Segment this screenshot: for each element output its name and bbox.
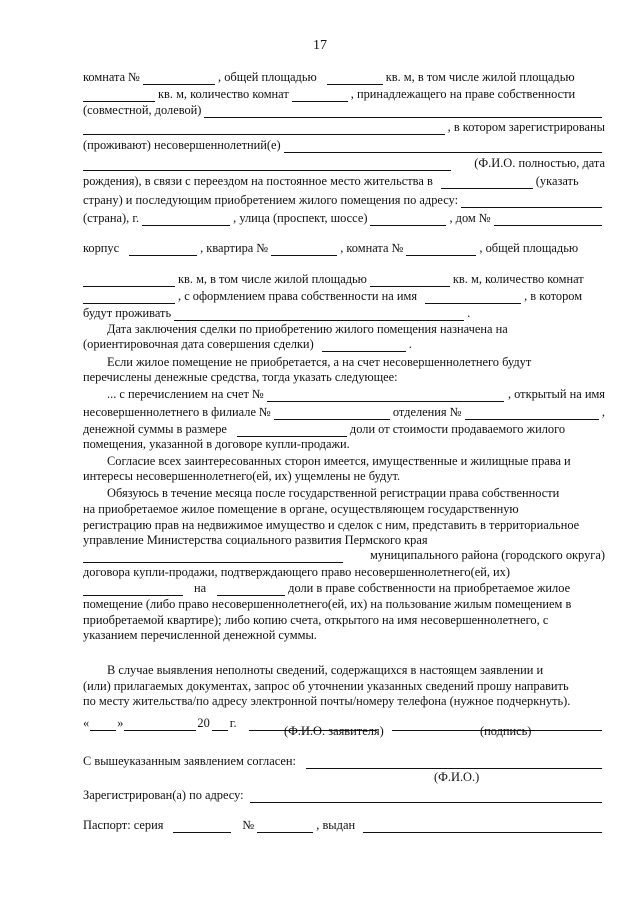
blank-field[interactable] bbox=[461, 195, 602, 208]
text-line bbox=[83, 679, 605, 694]
text-line bbox=[83, 193, 605, 208]
text-line bbox=[83, 272, 605, 287]
text-line bbox=[83, 486, 605, 501]
text-line bbox=[83, 138, 605, 153]
text-line bbox=[83, 355, 605, 370]
blank-field[interactable] bbox=[174, 308, 464, 321]
blank-field[interactable] bbox=[406, 243, 476, 256]
text-line bbox=[83, 87, 605, 102]
text-segment: интересы несовершеннолетнего(ей, их) ущемлены не будут. bbox=[83, 469, 401, 483]
text-line bbox=[83, 241, 605, 256]
text-segment: доли от стоимости продаваемого жилого bbox=[349, 422, 566, 436]
text-line bbox=[83, 754, 605, 769]
blank-field[interactable] bbox=[83, 291, 175, 304]
month-field[interactable] bbox=[124, 718, 196, 731]
text-segment: , в котором зарегистрированы bbox=[447, 120, 605, 134]
page-number: 17 bbox=[313, 38, 327, 53]
text-segment: Дата заключения сделки по приобретению жилого помещения назначена на bbox=[107, 322, 508, 336]
blank-field[interactable] bbox=[327, 72, 383, 85]
text-segment: (указать bbox=[535, 174, 579, 188]
year-field[interactable] bbox=[212, 718, 228, 731]
text-segment: доли в праве собственности на приобретаемое жилое bbox=[288, 581, 571, 595]
text-segment: регистрацию прав на недвижимое имущество и сделок с ним, представить в территориальное bbox=[83, 518, 580, 532]
blank-field[interactable] bbox=[322, 339, 406, 352]
text-segment: (совместной, долевой) bbox=[83, 103, 202, 117]
text-segment: (или) прилагаемых документах, запрос об уточнении указанных сведений прошу направить bbox=[83, 679, 569, 693]
text-segment: , в котором bbox=[524, 289, 583, 303]
text-line bbox=[83, 322, 605, 337]
blank-field[interactable] bbox=[292, 89, 348, 102]
text-segment: кв. м, количество комнат bbox=[452, 272, 584, 286]
text-line bbox=[83, 533, 605, 548]
text-line bbox=[83, 694, 605, 709]
blank-field[interactable] bbox=[142, 213, 230, 226]
text-line bbox=[83, 103, 605, 118]
text-segment: (страна), г. bbox=[83, 211, 140, 225]
text-segment: на приобретаемое жилое помещение в органе, осуществляющем государственную bbox=[83, 502, 519, 516]
text-segment: , улица (проспект, шоссе) bbox=[233, 211, 368, 225]
text-segment: Если жилое помещение не приобретается, а на счет несовершеннолетнего будут bbox=[107, 355, 532, 369]
text-line bbox=[83, 613, 605, 628]
text-segment: отделения № bbox=[392, 405, 462, 419]
text-line bbox=[83, 663, 605, 678]
text-line bbox=[83, 120, 605, 135]
text-segment: , дом № bbox=[449, 211, 491, 225]
text-line bbox=[83, 289, 605, 304]
text-segment: кв. м, в том числе жилой площадью bbox=[385, 70, 575, 84]
text-segment: управление Министерства социального развития Пермского края bbox=[83, 533, 428, 547]
blank-field[interactable] bbox=[83, 89, 155, 102]
text-segment: (Ф.И.О. полностью, дата bbox=[474, 156, 605, 170]
blank-field[interactable] bbox=[284, 140, 602, 153]
text-segment: помещения, указанной в договоре купли-продажи. bbox=[83, 437, 350, 451]
blank-field[interactable] bbox=[83, 274, 175, 287]
blank-field[interactable] bbox=[83, 158, 451, 171]
text-segment: Обязуюсь в течение месяца после государственной регистрации права собственности bbox=[107, 486, 560, 500]
text-line: несовершеннолетнего в филиале № отделения № , bbox=[83, 405, 605, 419]
blank-field[interactable] bbox=[83, 122, 445, 135]
blank-field[interactable] bbox=[494, 213, 602, 226]
text-line bbox=[83, 156, 605, 171]
text-segment: кв. м, в том числе жилой площадью bbox=[178, 272, 367, 286]
text-line: будут проживать . bbox=[83, 306, 471, 320]
text-segment: на bbox=[194, 581, 207, 595]
text-segment: (проживают) несовершеннолетний(е) bbox=[83, 138, 281, 152]
text-segment: , открытый на имя bbox=[507, 387, 605, 401]
text-segment: будут проживать bbox=[83, 306, 172, 320]
text-segment: рождения), в связи с переездом на постоянное место жительства в bbox=[83, 174, 433, 188]
text-segment: В случае выявления неполноты сведений, содержащихся в настоящем заявлении и bbox=[107, 663, 544, 677]
text-segment: , общей площадью bbox=[218, 70, 317, 84]
consent-name-field[interactable] bbox=[306, 756, 602, 769]
text-line bbox=[83, 370, 605, 385]
text-segment: по месту жительства/по адресу электронной почты/номеру телефона (нужное подчеркнуть). bbox=[83, 694, 571, 708]
text-line bbox=[83, 502, 605, 517]
text-line bbox=[83, 437, 605, 452]
text-segment: перечислены денежные средства, тогда указать следующее: bbox=[83, 370, 398, 384]
text-line bbox=[83, 454, 605, 469]
consent-name-caption: (Ф.И.О.) bbox=[434, 770, 480, 784]
text-segment: помещение (либо право несовершеннолетнего(ей, их) на пользование жилым помещением в bbox=[83, 597, 572, 611]
text-line bbox=[83, 565, 605, 580]
text-segment: Согласие всех заинтересованных сторон имеется, имущественные и жилищные права и bbox=[107, 454, 571, 468]
text-segment: договора купли-продажи, подтверждающего право несовершеннолетнего(ей, их) bbox=[83, 565, 511, 579]
text-segment: денежной суммы в размере bbox=[83, 422, 227, 436]
blank-field[interactable] bbox=[274, 407, 390, 420]
text-segment: , выдан bbox=[316, 818, 356, 832]
text-segment: С вышеуказанным заявлением согласен: bbox=[83, 754, 296, 768]
address-field[interactable] bbox=[250, 790, 602, 803]
text-segment: № bbox=[242, 818, 255, 832]
blank-field[interactable] bbox=[204, 105, 602, 118]
text-segment: , квартира № bbox=[200, 241, 269, 255]
text-segment: , с оформлением права собственности на имя bbox=[178, 289, 418, 303]
passport-issued-field[interactable] bbox=[363, 820, 602, 833]
text-segment: г. bbox=[229, 716, 237, 730]
blank-field[interactable] bbox=[370, 213, 446, 226]
text-segment: , общей площадью bbox=[479, 241, 579, 255]
text-line bbox=[83, 597, 605, 612]
blank-field[interactable] bbox=[217, 583, 285, 596]
text-segment: кв. м, количество комнат bbox=[158, 87, 289, 101]
text-segment: корпус bbox=[83, 241, 120, 255]
blank-field[interactable] bbox=[143, 72, 215, 85]
text-segment: Паспорт: серия bbox=[83, 818, 164, 832]
text-line bbox=[83, 469, 605, 484]
text-line bbox=[83, 387, 605, 402]
text-segment: (ориентировочная дата совершения сделки) bbox=[83, 337, 314, 351]
text-segment: муниципального района (городского округа) bbox=[369, 548, 605, 562]
text-segment: , принадлежащего на праве собственности bbox=[350, 87, 576, 101]
blank-field[interactable] bbox=[83, 550, 343, 563]
text-segment: « bbox=[83, 716, 90, 730]
text-line bbox=[83, 581, 605, 596]
text-line: (ориентировочная дата совершения сделки) . bbox=[83, 337, 412, 351]
blank-field[interactable] bbox=[441, 176, 533, 189]
blank-field[interactable] bbox=[129, 243, 197, 256]
text-segment: указанием перечисленной денежной суммы. bbox=[83, 628, 317, 642]
signature-caption: (подпись) bbox=[480, 724, 532, 738]
blank-field[interactable] bbox=[370, 274, 450, 287]
applicant-name-caption: (Ф.И.О. заявителя) bbox=[284, 724, 384, 738]
text-line bbox=[83, 788, 605, 803]
blank-field[interactable] bbox=[465, 407, 599, 420]
text-line bbox=[83, 70, 605, 85]
text-segment: » bbox=[117, 716, 124, 730]
text-segment: несовершеннолетнего в филиале № bbox=[83, 405, 271, 419]
text-line bbox=[83, 174, 605, 189]
text-segment: 20 bbox=[197, 716, 210, 730]
blank-field[interactable] bbox=[271, 243, 337, 256]
text-segment: страну) и последующим приобретением жилого помещения по адресу: bbox=[83, 193, 459, 207]
passport-series-field[interactable] bbox=[173, 820, 231, 833]
text-line bbox=[83, 422, 605, 437]
text-segment: комната № bbox=[83, 70, 140, 84]
day-field[interactable] bbox=[90, 718, 116, 731]
text-line bbox=[83, 548, 605, 563]
text-line bbox=[83, 211, 605, 226]
blank-field[interactable] bbox=[237, 424, 347, 437]
blank-field[interactable] bbox=[425, 291, 521, 304]
passport-number-field[interactable] bbox=[257, 820, 313, 833]
blank-field[interactable] bbox=[267, 389, 504, 402]
text-line bbox=[83, 628, 605, 643]
text-segment: ... с перечислением на счет № bbox=[107, 387, 264, 401]
text-segment: , комната № bbox=[340, 241, 404, 255]
text-segment: приобретаемой квартире); либо копию счета, открытого на имя несовершеннолетнего, с bbox=[83, 613, 549, 627]
text-segment: Зарегистрирован(а) по адресу: bbox=[83, 788, 244, 802]
blank-field[interactable] bbox=[83, 583, 183, 596]
text-line bbox=[83, 818, 605, 833]
text-line bbox=[83, 518, 605, 533]
